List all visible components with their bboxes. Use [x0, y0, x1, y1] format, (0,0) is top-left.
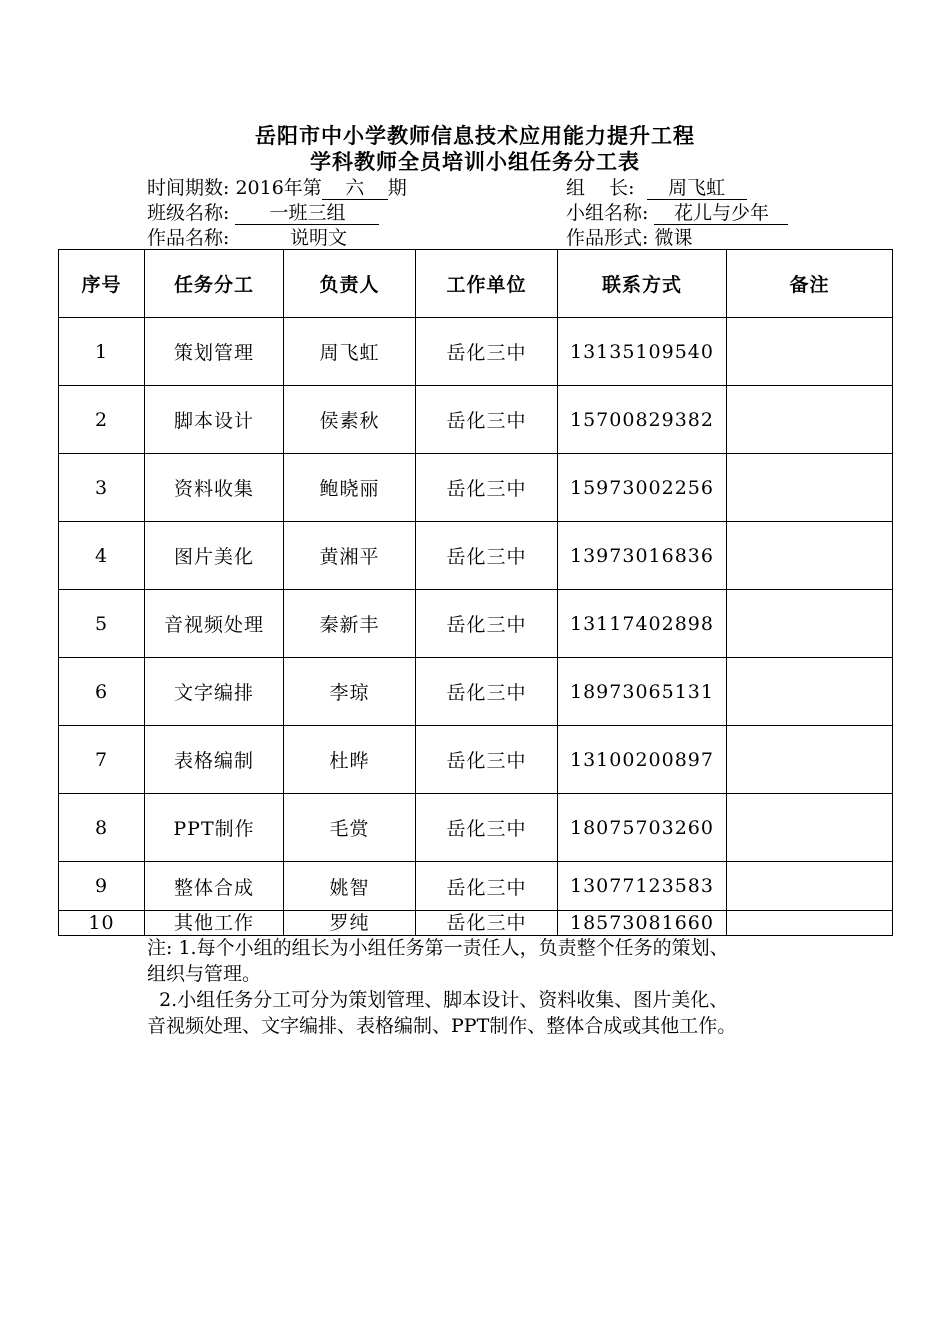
group-value: 花儿与少年: [654, 202, 788, 225]
cell-task: 其他工作: [145, 911, 284, 936]
cell-no: 2: [59, 386, 145, 454]
header-contact: 联系方式: [558, 250, 727, 318]
meta-form: [566, 225, 788, 251]
cell-task: 整体合成: [145, 862, 284, 911]
cell-unit: 岳化三中: [416, 590, 558, 658]
header-task: 任务分工: [145, 250, 284, 318]
leader-label: 组 长:: [566, 177, 635, 199]
period-suffix: 期: [387, 177, 407, 199]
cell-unit: 岳化三中: [416, 522, 558, 590]
cell-unit: 岳化三中: [416, 386, 558, 454]
table-row: [59, 386, 893, 454]
table-row: [59, 522, 893, 590]
meta-leader: [566, 175, 747, 201]
cell-phone: 18075703260: [558, 794, 727, 862]
meta-group: [566, 200, 788, 226]
cell-unit: 岳化三中: [416, 658, 558, 726]
period-label: 时间期数: 2016年第: [147, 177, 322, 199]
cell-unit: 岳化三中: [416, 454, 558, 522]
task-table: [58, 249, 893, 936]
table-row: [59, 658, 893, 726]
cell-no: 5: [59, 590, 145, 658]
table-row: [59, 794, 893, 862]
cell-note: [727, 454, 893, 522]
meta-class: [147, 200, 379, 226]
table-row: [59, 318, 893, 386]
cell-phone: 13077123583: [558, 862, 727, 911]
cell-task: 资料收集: [145, 454, 284, 522]
table-row: [59, 911, 893, 936]
header-note: 备注: [727, 250, 893, 318]
cell-unit: 岳化三中: [416, 794, 558, 862]
note-line-1: 注: 1.每个小组的组长为小组任务第一责任人，负责整个任务的策划、: [147, 937, 729, 959]
cell-task: 策划管理: [145, 318, 284, 386]
cell-no: 6: [59, 658, 145, 726]
cell-person: 罗纯: [284, 911, 416, 936]
cell-no: 10: [59, 911, 145, 936]
cell-task: 文字编排: [145, 658, 284, 726]
meta-work: [147, 225, 401, 251]
page-subtitle: 学科教师全员培训小组任务分工表: [310, 149, 640, 174]
work-label: 作品名称:: [147, 227, 230, 249]
cell-note: [727, 794, 893, 862]
cell-note: [727, 726, 893, 794]
cell-unit: 岳化三中: [416, 318, 558, 386]
cell-note: [727, 911, 893, 936]
cell-no: 9: [59, 862, 145, 911]
cell-note: [727, 318, 893, 386]
cell-unit: 岳化三中: [416, 726, 558, 794]
cell-phone: 15973002256: [558, 454, 727, 522]
class-value: 一班三组: [235, 202, 379, 225]
cell-person: 杜晔: [284, 726, 416, 794]
cell-phone: 13973016836: [558, 522, 727, 590]
cell-no: 8: [59, 794, 145, 862]
cell-task: 表格编制: [145, 726, 284, 794]
period-value: 六: [322, 177, 388, 200]
cell-phone: 13135109540: [558, 318, 727, 386]
cell-no: 7: [59, 726, 145, 794]
table-row: [59, 454, 893, 522]
cell-person: 李琼: [284, 658, 416, 726]
meta-period: [147, 175, 407, 201]
cell-note: [727, 590, 893, 658]
leader-value: 周飞虹: [647, 177, 747, 200]
cell-phone: 18573081660: [558, 911, 727, 936]
cell-person: 鲍晓丽: [284, 454, 416, 522]
note-line-3: 2.小组任务分工可分为策划管理、脚本设计、资料收集、图片美化、: [147, 989, 729, 1011]
cell-person: 侯素秋: [284, 386, 416, 454]
cell-phone: 13117402898: [558, 590, 727, 658]
cell-phone: 18973065131: [558, 658, 727, 726]
cell-unit: 岳化三中: [416, 862, 558, 911]
group-label: 小组名称:: [566, 202, 649, 224]
work-value: 说明文: [235, 227, 401, 250]
table-row: [59, 862, 893, 911]
cell-note: [727, 658, 893, 726]
note-line-2: 组织与管理。: [147, 963, 262, 985]
cell-person: 黄湘平: [284, 522, 416, 590]
table-row: [59, 590, 893, 658]
cell-no: 3: [59, 454, 145, 522]
cell-person: 周飞虹: [284, 318, 416, 386]
cell-no: 1: [59, 318, 145, 386]
cell-note: [727, 522, 893, 590]
cell-note: [727, 862, 893, 911]
cell-task: 音视频处理: [145, 590, 284, 658]
cell-task: PPT制作: [145, 794, 284, 862]
header-no: 序号: [59, 250, 145, 318]
table-row: [59, 726, 893, 794]
cell-no: 4: [59, 522, 145, 590]
class-label: 班级名称:: [147, 202, 230, 224]
cell-task: 脚本设计: [145, 386, 284, 454]
page-title: 岳阳市中小学教师信息技术应用能力提升工程: [255, 123, 695, 148]
cell-person: 秦新丰: [284, 590, 416, 658]
cell-task: 图片美化: [145, 522, 284, 590]
cell-note: [727, 386, 893, 454]
cell-person: 姚智: [284, 862, 416, 911]
notes: [147, 935, 847, 1039]
header-person: 负责人: [284, 250, 416, 318]
cell-unit: 岳化三中: [416, 911, 558, 936]
cell-phone: 13100200897: [558, 726, 727, 794]
cell-phone: 15700829382: [558, 386, 727, 454]
form-value: 微课: [654, 227, 788, 250]
cell-person: 毛赏: [284, 794, 416, 862]
header-unit: 工作单位: [416, 250, 558, 318]
table-header-row: [59, 250, 893, 318]
form-label: 作品形式:: [566, 227, 649, 249]
note-line-4: 音视频处理、文字编排、表格编制、PPT制作、整体合成或其他工作。: [147, 1015, 737, 1037]
